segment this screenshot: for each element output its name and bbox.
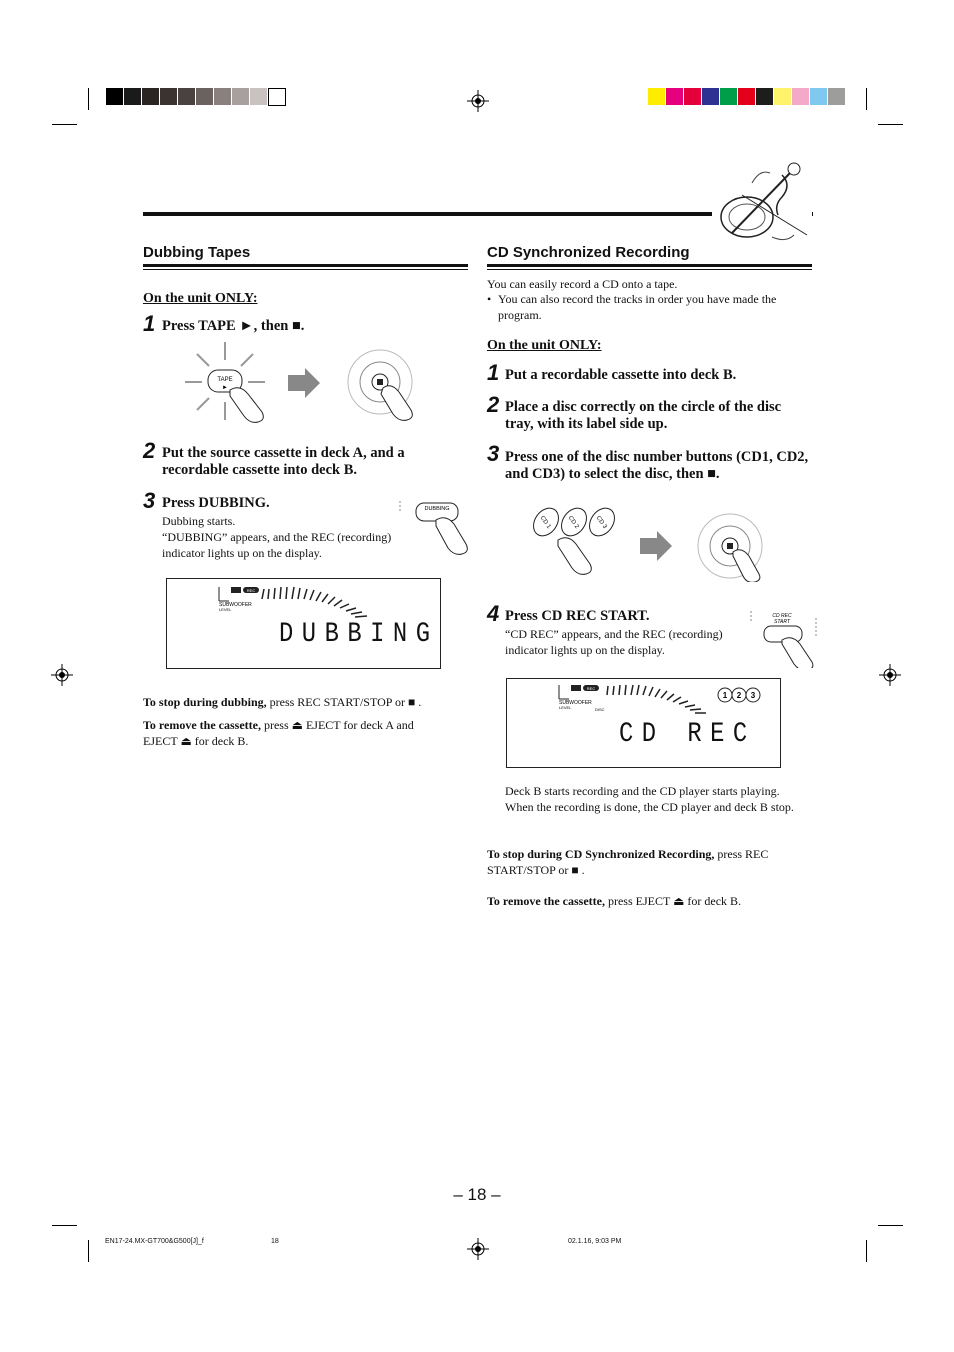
cd-rec-start-button-illustration [748,608,820,668]
crop-mark [878,1225,903,1226]
step-text: Put a recordable cassette into deck B. [505,367,737,383]
color-swatch [142,88,159,105]
step-number: 4 [487,601,500,626]
section-rule [487,269,812,270]
step-number: 2 [487,392,500,417]
color-swatch [684,88,701,105]
step-number: 3 [143,488,156,513]
on-unit-label: On the unit ONLY: [487,338,602,353]
lcd-subwoofer-label: SUBWOOFER [219,602,252,608]
step-text: Press DUBBING. [162,495,270,511]
step-text: Place a disc correctly on the circle of the disc tray, with its label side up. [505,399,782,432]
stop-cd-sync-note: To stop during CD Synchronized Recording, press REC START/STOP or ■ . [487,847,769,877]
step-text: Press one of the disc number buttons (CD1, CD2, and CD3) to select the disc, then ■. [505,449,809,482]
crop-mark [866,1240,867,1262]
step-number: 2 [143,438,156,463]
section-title-cd-sync: CD Synchronized Recording [487,244,690,261]
svg-text:►: ► [222,385,228,391]
color-swatch [828,88,845,105]
stop-dubbing-note: To stop during dubbing, press REC START/STOP or ■ . [143,695,422,709]
after-recording-text: Deck B starts recording and the CD player starts playing. When the recording is done, the CD player and deck B stop. [505,784,794,814]
dubbing-button-label: DUBBING [424,506,450,512]
color-swatch [124,88,141,105]
cd-buttons-illustration [528,500,818,582]
svg-text:LEVEL: LEVEL [559,705,572,710]
color-swatch [178,88,195,105]
section-rule [143,269,468,270]
step-number: 3 [487,441,500,466]
svg-text:REC: REC [586,686,596,691]
crop-mark [878,124,903,125]
tape-button-label: TAPE [217,377,233,383]
bullet-text: You can also record the tracks in order you have made the program. [498,292,777,322]
section-rule [487,264,812,267]
color-swatch [232,88,249,105]
bullet-marker: • [487,292,492,306]
step-text: Put the source cassette in deck A, and a recordable cassette into deck B. [162,445,405,478]
color-swatch [702,88,719,105]
cd2-button-label: CD 2 [566,515,580,530]
cd-rec-label: CD REC [772,613,792,619]
crop-mark [52,124,77,125]
display-cd-rec [506,678,781,768]
lcd-text: DUBBING [279,619,439,650]
color-swatch [792,88,809,105]
color-swatch [774,88,791,105]
lcd-disc-label: DISC [595,707,605,712]
color-swatch [106,88,123,105]
registration-target-icon [879,664,901,686]
crop-mark [866,88,867,110]
remove-cassette-note: To remove the cassette, press EJECT ⏏ for deck B. [487,894,742,908]
lcd-disc-number: 3 [750,691,756,700]
step-text: Press CD REC START. [505,608,650,624]
crop-mark [88,1240,89,1262]
color-swatch [738,88,755,105]
start-label: START [774,619,790,625]
press-tape-illustration [180,340,440,425]
on-unit-label: On the unit ONLY: [143,291,258,306]
step-text: Press TAPE ►, then ■. [162,318,305,334]
dubbing-button-illustration [398,498,470,556]
color-swatch [250,88,267,105]
lcd-disc-number: 1 [722,691,728,700]
registration-target-icon [467,90,489,112]
lcd-disc-number: 2 [736,691,742,700]
color-swatch [268,88,286,106]
crop-mark [52,1225,77,1226]
step-detail: “CD REC” appears, and the REC (recording) indicator lights up on the display. [505,627,723,657]
page-number: – 18 – [453,1185,501,1204]
footer-page: 18 [271,1238,279,1245]
color-swatch [196,88,213,105]
color-swatch [160,88,177,105]
step-detail: “DUBBING” appears, and the REC (recording) indicator lights up on the display. [162,530,392,560]
color-swatch [720,88,737,105]
violin-illustration-icon [712,155,812,250]
color-swatch [666,88,683,105]
cd3-button-label: CD 3 [594,515,608,530]
svg-text:SUBWOOFER: SUBWOOFER [559,700,592,706]
remove-cassette-note: To remove the cassette, press ⏏ EJECT for deck A and EJECT ⏏ for deck B. [143,718,414,748]
step-detail: Dubbing starts. [162,514,236,528]
cd1-button-label: CD 1 [538,515,552,530]
section-title-dubbing: Dubbing Tapes [143,244,251,261]
intro-text: You can easily record a CD onto a tape. [487,277,678,291]
lcd-text: CD REC [619,719,756,750]
display-dubbing [166,578,441,669]
svg-text:LEVEL: LEVEL [219,607,232,612]
registration-target-icon [467,1238,489,1260]
crop-mark [88,88,89,110]
footer-date: 02.1.16, 9:03 PM [568,1238,622,1245]
registration-target-icon [51,664,73,686]
color-swatch [214,88,231,105]
color-swatch [756,88,773,105]
footer-filename: EN17-24.MX-GT700&G500[J]_f [105,1238,204,1245]
color-swatch [810,88,827,105]
section-rule [143,264,468,267]
color-swatch [648,88,665,105]
step-number: 1 [143,311,156,336]
lcd-rec-indicator: REC [246,588,256,593]
step-number: 1 [487,360,500,385]
